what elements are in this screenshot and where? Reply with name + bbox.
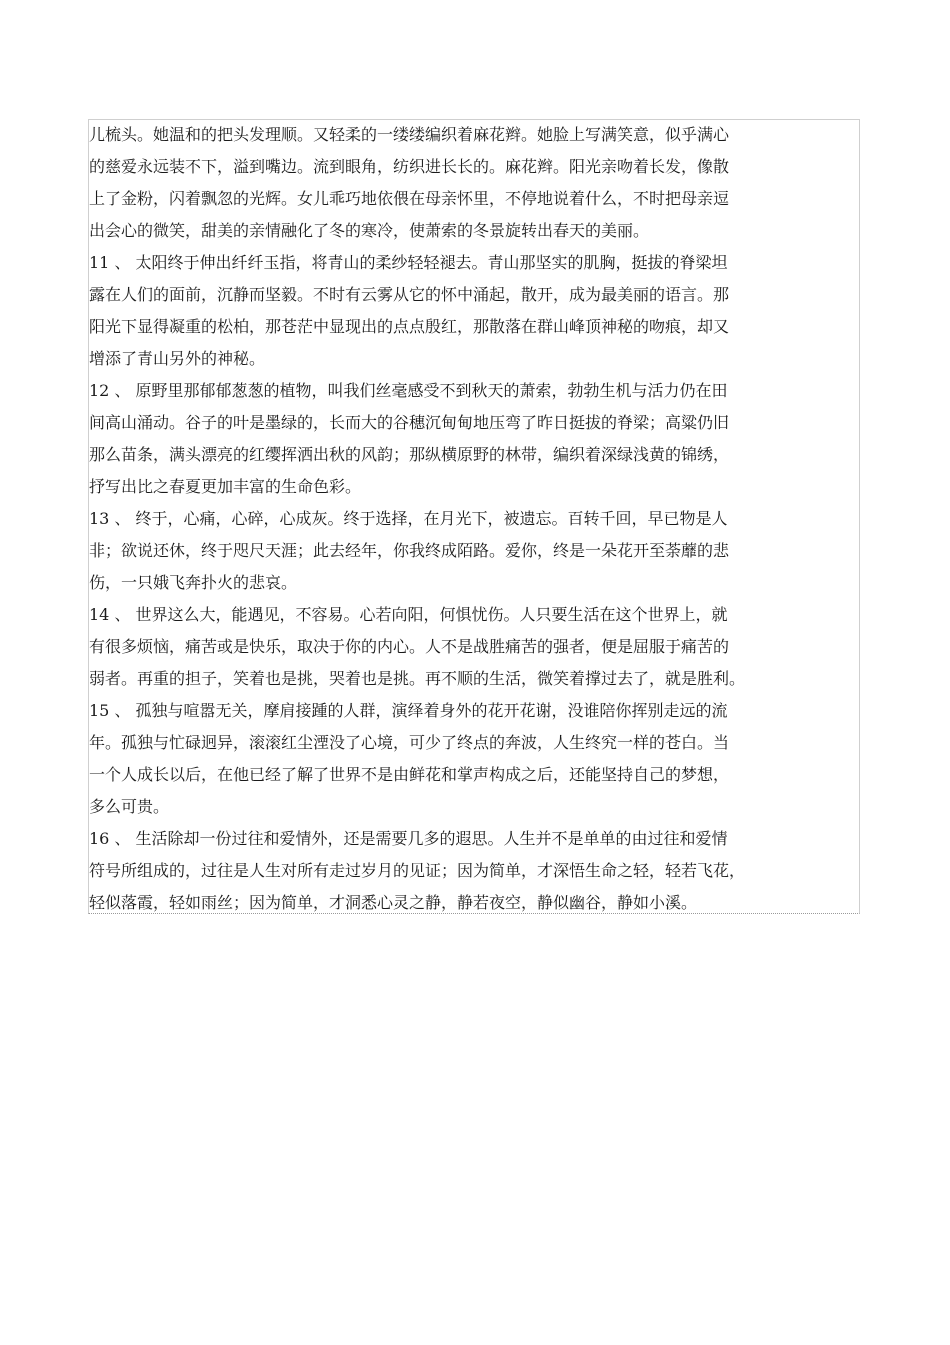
text-line: 弱者。再重的担子，笑着也是挑，哭着也是挑。再不顺的生活，微笑着撑过去了，就是胜利。 (89, 669, 746, 688)
text-line: 非；欲说还休，终于咫尺天涯；此去经年，你我终成陌路。爱你，终是一朵花开至荼蘼的悲 (89, 541, 730, 560)
text-line: 出会心的微笑，甜美的亲情融化了冬的寒冷，使萧索的冬景旋转出春天的美丽。 (89, 221, 650, 240)
text-line: 符号所组成的，过往是人生对所有走过岁月的见证；因为简单，才深悟生命之轻，轻若飞花， (89, 861, 746, 880)
text-line: 增添了青山另外的神秘。 (89, 349, 266, 368)
text-line: 抒写出比之春夏更加丰富的生命色彩。 (89, 477, 362, 496)
text-line: 15 、 孤独与喧嚣无关，摩肩接踵的人群，演绎着身外的花开花谢，没谁陪你挥别走远的流 (89, 701, 728, 720)
text-line: 伤，一只娥飞奔扑火的悲哀。 (89, 573, 298, 592)
text-line: 年。孤独与忙碌迥异，滚滚红尘湮没了心境，可少了终点的奔波，人生终究一样的苍白。当 (89, 733, 730, 752)
text-line: 的慈爱永远装不下，溢到嘴边。流到眼角，纺织进长长的。麻花辫。阳光亲吻着长发，像散 (89, 157, 730, 176)
text-line: 14 、 世界这么大，能遇见，不容易。心若向阳，何惧忧伤。人只要生活在这个世界上，就 (89, 605, 728, 624)
text-line: 13 、 终于，心痛，心碎，心成灰。终于选择，在月光下，被遗忘。百转千回，早已物是人 (89, 509, 728, 528)
text-line: 那么苗条，满头漂亮的红缨挥洒出秋的风韵；那纵横原野的林带，编织着深绿浅黄的锦绣， (89, 445, 730, 464)
text-line: 12 、 原野里那郁郁葱葱的植物，叫我们丝毫感受不到秋天的萧索，勃勃生机与活力仍在田 (89, 381, 728, 400)
text-line: 间高山涌动。谷子的叶是墨绿的，长而大的谷穗沉甸甸地压弯了昨日挺拔的脊梁；高粱仍旧 (89, 413, 730, 432)
text-line: 轻似落霞，轻如雨丝；因为简单，才洞悉心灵之静，静若夜空，静似幽谷，静如小溪。 (89, 893, 698, 912)
document-body (89, 119, 823, 919)
text-line: 有很多烦恼，痛苦或是快乐，取决于你的内心。人不是战胜痛苦的强者，便是屈服于痛苦的 (89, 637, 730, 656)
text-line: 11 、 太阳终于伸出纤纤玉指，将青山的柔纱轻轻褪去。青山那坚实的肌胸，挺拔的脊梁坦 (89, 253, 728, 272)
text-line: 一个人成长以后，在他已经了解了世界不是由鲜花和掌声构成之后，还能坚持自己的梦想， (89, 765, 730, 784)
text-line: 多么可贵。 (89, 797, 170, 816)
text-line: 儿梳头。她温和的把头发理顺。又轻柔的一缕缕编织着麻花辫。她脸上写满笑意，似乎满心 (89, 125, 730, 144)
text-line: 上了金粉，闪着飘忽的光辉。女儿乖巧地依偎在母亲怀里，不停地说着什么，不时把母亲逗 (89, 189, 730, 208)
text-line: 阳光下显得凝重的松柏，那苍茫中显现出的点点殷红，那散落在群山峰顶神秘的吻痕，却又 (89, 317, 730, 336)
text-line: 露在人们的面前，沉静而坚毅。不时有云雾从它的怀中涌起，散开，成为最美丽的语言。那 (89, 285, 730, 304)
text-line: 16 、 生活除却一份过往和爱情外，还是需要几多的遐思。人生并不是单单的由过往和爱情 (89, 829, 728, 848)
